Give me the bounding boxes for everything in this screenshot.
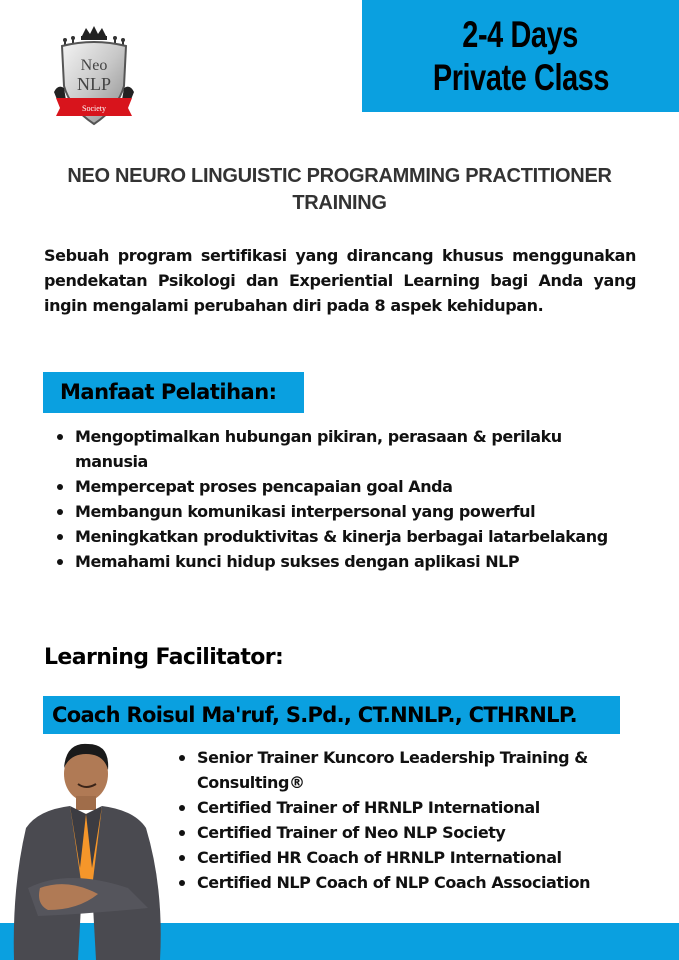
bullet-icon — [179, 830, 185, 836]
bullet-icon — [57, 484, 63, 490]
intro-paragraph: Sebuah program sertifikasi yang dirancang khusus menggunakan pendekatan Psikologi dan Experiential Learning bagi Anda yang ingin mengalami perubahan diri pada 8 aspek kehidupan. — [44, 246, 636, 315]
bullet-icon — [57, 434, 63, 440]
facilitator-heading: Learning Facilitator: — [44, 645, 284, 670]
credentials-list — [175, 745, 635, 895]
bullet-icon — [57, 534, 63, 540]
list-item: Certified Trainer of Neo NLP Society — [175, 820, 635, 845]
list-item: Mengoptimalkan hubungan pikiran, perasaan & perilaku manusia — [53, 424, 633, 474]
headline-banner — [362, 0, 679, 112]
coach-name-banner: Coach Roisul Ma'ruf, S.Pd., CT.NNLP., CTHRNLP. — [43, 696, 620, 734]
benefits-list — [53, 424, 633, 574]
list-item: Memahami kunci hidup sukses dengan aplikasi NLP — [53, 549, 633, 574]
svg-text:Neo: Neo — [80, 57, 108, 74]
list-item: Certified NLP Coach of NLP Coach Association — [175, 870, 635, 895]
neo-nlp-society-logo-icon — [52, 26, 136, 126]
coach-portrait-icon — [8, 738, 166, 960]
bullet-icon — [179, 855, 185, 861]
svg-text:Society: Society — [82, 104, 106, 113]
bullet-icon — [57, 559, 63, 565]
bullet-icon — [57, 509, 63, 515]
program-title — [20, 163, 659, 217]
program-title-line-1: NEO NEURO LINGUISTIC PROGRAMMING PRACTITIONER — [67, 165, 612, 187]
list-item: Certified Trainer of HRNLP International — [175, 795, 635, 820]
bullet-icon — [179, 880, 185, 886]
list-item: Mempercepat proses pencapaian goal Anda — [53, 474, 633, 499]
list-item: Membangun komunikasi interpersonal yang powerful — [53, 499, 633, 524]
bullet-icon — [179, 755, 185, 761]
bullet-icon — [179, 805, 185, 811]
list-item: Meningkatkan produktivitas & kinerja berbagai latarbelakang — [53, 524, 633, 549]
benefits-label: Manfaat Pelatihan: — [43, 372, 304, 413]
program-title-line-2: TRAINING — [292, 192, 387, 214]
svg-text:NLP: NLP — [76, 74, 112, 94]
list-item: Senior Trainer Kuncoro Leadership Training & Consulting® — [175, 745, 635, 795]
headline-line-1: 2-4 Days — [462, 14, 579, 55]
headline-line-2: Private Class — [432, 57, 609, 98]
list-item: Certified HR Coach of HRNLP International — [175, 845, 635, 870]
